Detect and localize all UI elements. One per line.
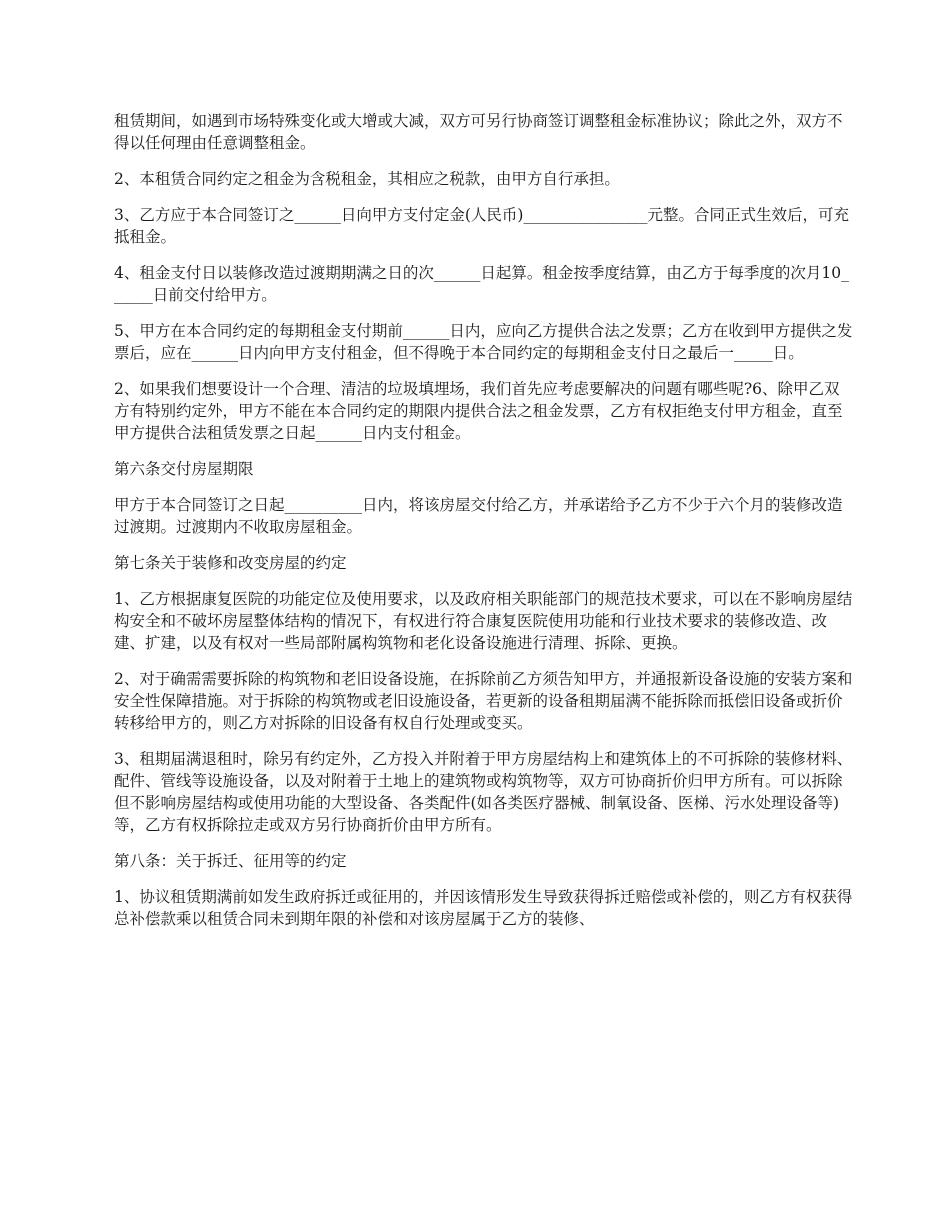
paragraph-tax-included-rent: 2、本租赁合同约定之租金为含税租金，其相应之税款，由甲方自行承担。: [114, 170, 620, 188]
paragraph-delivery: 甲方于本合同签订之日起__________日内，将该房屋交付给乙方，并承诺给予乙方不少于六个月的装修改造过渡期。过渡期内不收取房屋租金。: [114, 496, 843, 536]
heading-article-7: 第七条关于装修和改变房屋的约定: [114, 554, 347, 572]
heading-article-8: 第八条：关于拆迁、征用等的约定: [114, 852, 347, 870]
paragraph-invoice: 5、甲方在本合同约定的每期租金支付期前______日内，应向乙方提供合法之发票；乙方在收到甲方提供之发票后，应在______日内向甲方支付租金，但不得晚于本合同约定的每期租金支付日之最后一_____日。: [114, 322, 853, 362]
paragraph-refuse-payment: 2、如果我们想要设计一个合理、清洁的垃圾填埋场，我们首先应考虑要解决的问题有哪些呢?6、除甲乙双方有特别约定外，甲方不能在本合同约定的期限内提供合法之租金发票，乙方有权拒绝支付甲方租金，直至甲方提供合法租赁发票之日起______日内支付租金。: [114, 380, 843, 442]
paragraph-renovation-rights: 1、乙方根据康复医院的功能定位及使用要求，以及政府相关职能部门的规范技术要求，可以在不影响房屋结构安全和不破坏房屋整体结构的情况下，有权进行符合康复医院使用功能和行业技术要求的装修改造、改建、扩建，以及有权对一些局部附属构筑物和老化设备设施进行清理、拆除、更换。: [114, 590, 853, 652]
paragraph-payment-date: 4、租金支付日以装修改造过渡期期满之日的次______日起算。租金按季度结算，由乙方于每季度的次月10______日前交付给甲方。: [114, 264, 849, 304]
paragraph-rent-adjustment: 租赁期间，如遇到市场特殊变化或大增或大减，双方可另行协商签订调整租金标准协议；除此之外，双方不得以任何理由任意调整租金。: [114, 112, 843, 152]
paragraph-expropriation: 1、协议租赁期满前如发生政府拆迁或征用的，并因该情形发生导致获得拆迁赔偿或补偿的，则乙方有权获得总补偿款乘以租赁合同未到期年限的补偿和对该房屋属于乙方的装修、: [114, 888, 853, 928]
paragraph-lease-end: 3、租期届满退租时，除另有约定外，乙方投入并附着于甲方房屋结构上和建筑体上的不可拆除的装修材料、配件、管线等设施设备，以及对附着于土地上的建筑物或构筑物等，双方可协商折价归甲方所有。可以拆除但不影响房屋结构或使用功能的大型设备、各类配件(如各类医疗器械、制氧设备、医梯、污水处理设备等)等，乙方有权拆除拉走或双方另行协商折价由甲方所有。: [114, 750, 853, 834]
document-page: [114, 110, 854, 944]
paragraph-demolition-notice: 2、对于确需需要拆除的构筑物和老旧设备设施，在拆除前乙方须告知甲方，并通报新设备设施的安装方案和安全性保障措施。对于拆除的构筑物或老旧设施设备，若更新的设备租期届满不能拆除而抵偿旧设备或折价转移给甲方的，则乙方对拆除的旧设备有权自行处理或变买。: [114, 670, 853, 732]
heading-article-6: 第六条交付房屋期限: [114, 460, 254, 478]
paragraph-deposit: 3、乙方应于本合同签订之______日向甲方支付定金(人民币)________________元整。合同正式生效后，可充抵租金。: [114, 206, 849, 246]
